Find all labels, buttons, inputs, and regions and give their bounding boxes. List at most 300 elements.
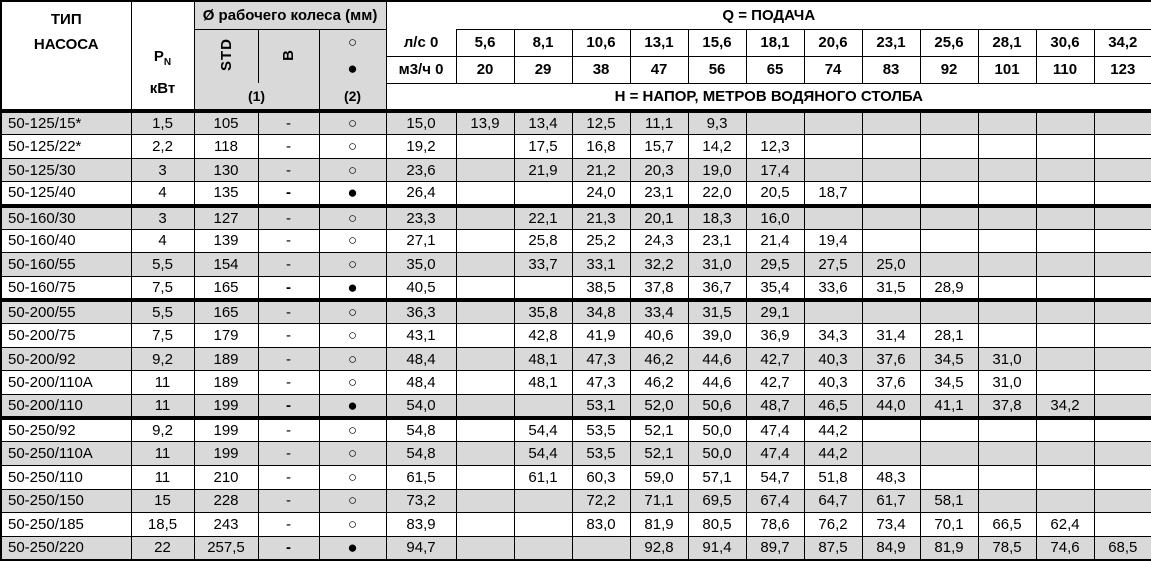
cell-head-value: 54,8 bbox=[386, 442, 456, 466]
cell-head-value bbox=[746, 111, 804, 135]
cell-impeller-b: - bbox=[258, 324, 319, 348]
cell-head-value: 38,5 bbox=[572, 276, 630, 300]
cell-impeller-b: - bbox=[258, 513, 319, 537]
cell-head-value: 61,5 bbox=[386, 465, 456, 489]
cell-head-value bbox=[920, 206, 978, 230]
cell-head-value bbox=[514, 536, 572, 560]
cell-head-value bbox=[920, 182, 978, 206]
header-pump-type-line1: ТИП bbox=[50, 11, 82, 28]
cell-impeller-b: - bbox=[258, 135, 319, 159]
cell-head-value: 54,4 bbox=[514, 442, 572, 466]
cell-head-value: 32,2 bbox=[630, 253, 688, 277]
cell-head-value: 48,7 bbox=[746, 395, 804, 419]
header-flow-ls-value: 15,6 bbox=[688, 29, 746, 56]
cell-head-value bbox=[456, 158, 514, 182]
cell-head-value bbox=[920, 135, 978, 159]
cell-head-value: 18,7 bbox=[804, 182, 862, 206]
cell-head-value: 13,9 bbox=[456, 111, 514, 135]
pump-row bbox=[1, 206, 1151, 230]
cell-head-value: 25,2 bbox=[572, 229, 630, 253]
cell-head-value bbox=[1036, 324, 1094, 348]
cell-head-value: 35,0 bbox=[386, 253, 456, 277]
header-flow-ls-value: 13,1 bbox=[630, 29, 688, 56]
cell-head-value: 66,5 bbox=[978, 513, 1036, 537]
cell-head-value: 29,1 bbox=[746, 300, 804, 324]
cell-head-value bbox=[1036, 206, 1094, 230]
cell-head-value: 64,7 bbox=[804, 489, 862, 513]
cell-head-value: 27,5 bbox=[804, 253, 862, 277]
cell-head-value: 48,3 bbox=[862, 465, 920, 489]
cell-head-value: 20,5 bbox=[746, 182, 804, 206]
cell-impeller-b: - bbox=[258, 465, 319, 489]
cell-pump-type: 50-200/55 bbox=[1, 300, 131, 324]
cell-power-kw: 11 bbox=[131, 395, 194, 419]
cell-head-value: 23,6 bbox=[386, 158, 456, 182]
cell-impeller-std: 165 bbox=[194, 276, 258, 300]
cell-head-value: 57,1 bbox=[688, 465, 746, 489]
header-flow-m3h-value: 29 bbox=[514, 56, 572, 83]
cell-pump-type: 50-160/30 bbox=[1, 206, 131, 230]
open-circle-icon: ○ bbox=[319, 489, 386, 513]
cell-impeller-b: - bbox=[258, 253, 319, 277]
cell-head-value: 41,1 bbox=[920, 395, 978, 419]
cell-head-value bbox=[862, 300, 920, 324]
pump-row bbox=[1, 489, 1151, 513]
cell-pump-type: 50-200/110A bbox=[1, 371, 131, 395]
cell-pump-type: 50-125/40 bbox=[1, 182, 131, 206]
cell-head-value bbox=[456, 465, 514, 489]
header-h-head: Н = НАПОР, МЕТРОВ ВОДЯНОГО СТОЛБА bbox=[386, 83, 1151, 111]
pump-row bbox=[1, 513, 1151, 537]
header-flow-ls-value: 28,1 bbox=[978, 29, 1036, 56]
cell-head-value bbox=[978, 300, 1036, 324]
cell-impeller-b: - bbox=[258, 206, 319, 230]
cell-head-value bbox=[456, 229, 514, 253]
cell-head-value: 37,8 bbox=[630, 276, 688, 300]
header-flow-m3h-label: м3/ч 0 bbox=[386, 56, 456, 83]
cell-head-value bbox=[978, 158, 1036, 182]
cell-head-value bbox=[978, 135, 1036, 159]
cell-head-value: 22,1 bbox=[514, 206, 572, 230]
cell-head-value: 59,0 bbox=[630, 465, 688, 489]
pump-row bbox=[1, 395, 1151, 419]
cell-head-value bbox=[1094, 158, 1151, 182]
cell-head-value bbox=[978, 182, 1036, 206]
cell-power-kw: 9,2 bbox=[131, 347, 194, 371]
cell-head-value: 50,6 bbox=[688, 395, 746, 419]
cell-head-value: 80,5 bbox=[688, 513, 746, 537]
cell-impeller-std: 118 bbox=[194, 135, 258, 159]
cell-head-value: 41,9 bbox=[572, 324, 630, 348]
cell-head-value: 92,8 bbox=[630, 536, 688, 560]
cell-head-value bbox=[1094, 111, 1151, 135]
cell-head-value bbox=[1036, 347, 1094, 371]
cell-impeller-std: 139 bbox=[194, 229, 258, 253]
cell-head-value: 21,2 bbox=[572, 158, 630, 182]
cell-pump-type: 50-250/110A bbox=[1, 442, 131, 466]
pump-row bbox=[1, 442, 1151, 466]
cell-power-kw: 11 bbox=[131, 442, 194, 466]
open-circle-icon: ○ bbox=[319, 513, 386, 537]
pump-row bbox=[1, 347, 1151, 371]
cell-head-value bbox=[862, 182, 920, 206]
cell-head-value bbox=[514, 395, 572, 419]
cell-head-value: 9,3 bbox=[688, 111, 746, 135]
cell-head-value: 34,5 bbox=[920, 371, 978, 395]
cell-head-value: 34,3 bbox=[804, 324, 862, 348]
cell-head-value: 42,7 bbox=[746, 371, 804, 395]
cell-head-value: 28,1 bbox=[920, 324, 978, 348]
open-circle-icon: ○ bbox=[319, 111, 386, 135]
cell-head-value: 25,8 bbox=[514, 229, 572, 253]
cell-head-value bbox=[1094, 418, 1151, 442]
pump-table-body bbox=[1, 111, 1151, 560]
cell-head-value: 83,0 bbox=[572, 513, 630, 537]
cell-head-value: 43,1 bbox=[386, 324, 456, 348]
pump-row bbox=[1, 300, 1151, 324]
cell-head-value bbox=[920, 111, 978, 135]
cell-impeller-b: - bbox=[258, 300, 319, 324]
cell-pump-type: 50-200/92 bbox=[1, 347, 131, 371]
cell-head-value bbox=[514, 513, 572, 537]
cell-head-value bbox=[978, 489, 1036, 513]
pump-row bbox=[1, 229, 1151, 253]
cell-head-value: 44,6 bbox=[688, 371, 746, 395]
cell-power-kw: 1,5 bbox=[131, 111, 194, 135]
cell-head-value bbox=[920, 418, 978, 442]
cell-power-kw: 11 bbox=[131, 371, 194, 395]
header-pump-type-line2: НАСОСА bbox=[33, 36, 99, 53]
cell-head-value bbox=[978, 276, 1036, 300]
cell-head-value bbox=[456, 489, 514, 513]
cell-head-value: 34,5 bbox=[920, 347, 978, 371]
header-flow-ls-value: 8,1 bbox=[514, 29, 572, 56]
cell-head-value: 33,6 bbox=[804, 276, 862, 300]
cell-head-value bbox=[1094, 324, 1151, 348]
header-flow-m3h-value: 83 bbox=[862, 56, 920, 83]
cell-power-kw: 4 bbox=[131, 229, 194, 253]
header-flow-ls-label: л/с 0 bbox=[386, 29, 456, 56]
filled-circle-icon: ● bbox=[319, 395, 386, 419]
header-flow-m3h-value: 74 bbox=[804, 56, 862, 83]
cell-head-value: 22,0 bbox=[688, 182, 746, 206]
header-flow-ls-value: 20,6 bbox=[804, 29, 862, 56]
cell-impeller-std: 105 bbox=[194, 111, 258, 135]
cell-head-value: 53,1 bbox=[572, 395, 630, 419]
pump-row bbox=[1, 158, 1151, 182]
cell-power-kw: 2,2 bbox=[131, 135, 194, 159]
cell-power-kw: 9,2 bbox=[131, 418, 194, 442]
cell-head-value bbox=[804, 111, 862, 135]
cell-head-value bbox=[804, 206, 862, 230]
cell-impeller-b: - bbox=[258, 395, 319, 419]
cell-head-value bbox=[456, 536, 514, 560]
header-impeller-diameter: Ø рабочего колеса (мм) bbox=[194, 1, 386, 29]
cell-pump-type: 50-250/185 bbox=[1, 513, 131, 537]
cell-head-value: 48,1 bbox=[514, 347, 572, 371]
cell-impeller-b: - bbox=[258, 229, 319, 253]
cell-head-value: 28,9 bbox=[920, 276, 978, 300]
cell-head-value: 47,4 bbox=[746, 418, 804, 442]
cell-head-value bbox=[1094, 513, 1151, 537]
cell-pump-type: 50-250/150 bbox=[1, 489, 131, 513]
cell-head-value: 13,4 bbox=[514, 111, 572, 135]
cell-head-value: 53,5 bbox=[572, 442, 630, 466]
cell-head-value: 31,5 bbox=[688, 300, 746, 324]
pump-row bbox=[1, 135, 1151, 159]
cell-head-value: 35,4 bbox=[746, 276, 804, 300]
header-flow-m3h-value: 110 bbox=[1036, 56, 1094, 83]
cell-head-value: 18,3 bbox=[688, 206, 746, 230]
cell-head-value: 40,3 bbox=[804, 371, 862, 395]
cell-power-kw: 4 bbox=[131, 182, 194, 206]
cell-head-value bbox=[862, 229, 920, 253]
cell-head-value: 21,9 bbox=[514, 158, 572, 182]
cell-head-value: 35,8 bbox=[514, 300, 572, 324]
cell-head-value: 50,0 bbox=[688, 442, 746, 466]
cell-head-value: 47,3 bbox=[572, 347, 630, 371]
cell-head-value bbox=[1036, 418, 1094, 442]
cell-head-value: 23,1 bbox=[630, 182, 688, 206]
cell-head-value: 78,6 bbox=[746, 513, 804, 537]
cell-head-value: 17,5 bbox=[514, 135, 572, 159]
cell-head-value bbox=[978, 111, 1036, 135]
cell-impeller-b: - bbox=[258, 418, 319, 442]
cell-head-value: 31,4 bbox=[862, 324, 920, 348]
cell-head-value bbox=[1094, 395, 1151, 419]
header-flow-ls-value: 25,6 bbox=[920, 29, 978, 56]
cell-head-value: 62,4 bbox=[1036, 513, 1094, 537]
cell-head-value: 73,2 bbox=[386, 489, 456, 513]
cell-head-value: 68,5 bbox=[1094, 536, 1151, 560]
pump-row bbox=[1, 324, 1151, 348]
cell-impeller-std: 130 bbox=[194, 158, 258, 182]
cell-head-value: 33,7 bbox=[514, 253, 572, 277]
cell-head-value bbox=[1094, 182, 1151, 206]
cell-head-value: 84,9 bbox=[862, 536, 920, 560]
pump-row bbox=[1, 418, 1151, 442]
cell-head-value: 44,2 bbox=[804, 418, 862, 442]
cell-impeller-b: - bbox=[258, 347, 319, 371]
cell-impeller-std: 189 bbox=[194, 347, 258, 371]
pump-row bbox=[1, 371, 1151, 395]
open-circle-icon: ○ bbox=[319, 206, 386, 230]
cell-head-value: 24,0 bbox=[572, 182, 630, 206]
cell-head-value: 37,6 bbox=[862, 347, 920, 371]
cell-head-value: 46,2 bbox=[630, 371, 688, 395]
cell-head-value: 44,2 bbox=[804, 442, 862, 466]
cell-head-value: 20,1 bbox=[630, 206, 688, 230]
cell-head-value: 33,1 bbox=[572, 253, 630, 277]
cell-head-value bbox=[978, 324, 1036, 348]
cell-head-value: 78,5 bbox=[978, 536, 1036, 560]
cell-impeller-std: 165 bbox=[194, 300, 258, 324]
cell-impeller-std: 127 bbox=[194, 206, 258, 230]
cell-power-kw: 15 bbox=[131, 489, 194, 513]
header-flow-ls-value: 5,6 bbox=[456, 29, 514, 56]
header-impeller-b: В bbox=[258, 29, 319, 83]
cell-head-value bbox=[456, 442, 514, 466]
cell-impeller-std: 179 bbox=[194, 324, 258, 348]
header-flow-m3h-value: 47 bbox=[630, 56, 688, 83]
cell-head-value: 61,1 bbox=[514, 465, 572, 489]
cell-power-kw: 7,5 bbox=[131, 324, 194, 348]
open-circle-icon: ○ bbox=[319, 371, 386, 395]
cell-impeller-std: 228 bbox=[194, 489, 258, 513]
cell-power-kw: 11 bbox=[131, 465, 194, 489]
cell-head-value bbox=[978, 418, 1036, 442]
cell-head-value bbox=[1036, 253, 1094, 277]
cell-impeller-std: 154 bbox=[194, 253, 258, 277]
cell-head-value: 48,4 bbox=[386, 347, 456, 371]
cell-head-value bbox=[862, 158, 920, 182]
cell-head-value: 15,0 bbox=[386, 111, 456, 135]
cell-head-value bbox=[1036, 111, 1094, 135]
filled-circle-icon: ● bbox=[347, 59, 358, 79]
cell-head-value bbox=[1094, 465, 1151, 489]
cell-head-value bbox=[862, 206, 920, 230]
cell-head-value bbox=[1094, 489, 1151, 513]
cell-head-value: 42,8 bbox=[514, 324, 572, 348]
cell-head-value: 60,3 bbox=[572, 465, 630, 489]
cell-head-value bbox=[1036, 276, 1094, 300]
cell-head-value: 14,2 bbox=[688, 135, 746, 159]
cell-head-value: 34,8 bbox=[572, 300, 630, 324]
cell-head-value bbox=[978, 229, 1036, 253]
cell-head-value bbox=[920, 300, 978, 324]
cell-head-value: 39,0 bbox=[688, 324, 746, 348]
cell-head-value: 31,5 bbox=[862, 276, 920, 300]
cell-impeller-std: 210 bbox=[194, 465, 258, 489]
cell-head-value: 73,4 bbox=[862, 513, 920, 537]
cell-head-value: 94,7 bbox=[386, 536, 456, 560]
header-power-unit: кВт bbox=[149, 80, 176, 97]
open-circle-icon: ○ bbox=[319, 465, 386, 489]
cell-head-value: 76,2 bbox=[804, 513, 862, 537]
cell-head-value bbox=[456, 253, 514, 277]
cell-head-value: 51,8 bbox=[804, 465, 862, 489]
open-circle-icon: ○ bbox=[319, 229, 386, 253]
cell-head-value bbox=[1094, 300, 1151, 324]
cell-head-value: 19,4 bbox=[804, 229, 862, 253]
cell-head-value bbox=[920, 253, 978, 277]
cell-head-value: 26,4 bbox=[386, 182, 456, 206]
cell-head-value: 54,0 bbox=[386, 395, 456, 419]
open-circle-icon: ○ bbox=[319, 253, 386, 277]
cell-head-value: 91,4 bbox=[688, 536, 746, 560]
cell-pump-type: 50-250/92 bbox=[1, 418, 131, 442]
cell-head-value bbox=[978, 442, 1036, 466]
cell-head-value bbox=[514, 489, 572, 513]
cell-impeller-std: 257,5 bbox=[194, 536, 258, 560]
header-note-1: (1) bbox=[194, 83, 319, 111]
cell-pump-type: 50-125/30 bbox=[1, 158, 131, 182]
cell-head-value: 19,0 bbox=[688, 158, 746, 182]
header-flow-ls-value: 10,6 bbox=[572, 29, 630, 56]
cell-head-value bbox=[1094, 135, 1151, 159]
header-note-2: (2) bbox=[319, 83, 386, 111]
cell-head-value: 46,5 bbox=[804, 395, 862, 419]
cell-head-value: 67,4 bbox=[746, 489, 804, 513]
cell-head-value: 23,1 bbox=[688, 229, 746, 253]
cell-impeller-std: 189 bbox=[194, 371, 258, 395]
header-flow-m3h-value: 38 bbox=[572, 56, 630, 83]
header-impeller-markers bbox=[319, 29, 386, 83]
cell-head-value: 36,3 bbox=[386, 300, 456, 324]
cell-head-value bbox=[804, 300, 862, 324]
cell-head-value: 44,6 bbox=[688, 347, 746, 371]
cell-head-value bbox=[862, 111, 920, 135]
cell-impeller-b: - bbox=[258, 182, 319, 206]
cell-impeller-b: - bbox=[258, 442, 319, 466]
cell-head-value: 34,2 bbox=[1036, 395, 1094, 419]
cell-head-value bbox=[456, 135, 514, 159]
cell-head-value: 16,0 bbox=[746, 206, 804, 230]
cell-head-value: 54,4 bbox=[514, 418, 572, 442]
cell-power-kw: 7,5 bbox=[131, 276, 194, 300]
pump-row bbox=[1, 111, 1151, 135]
filled-circle-icon: ● bbox=[319, 536, 386, 560]
cell-pump-type: 50-160/75 bbox=[1, 276, 131, 300]
cell-head-value: 31,0 bbox=[978, 347, 1036, 371]
open-circle-icon: ○ bbox=[319, 324, 386, 348]
cell-head-value bbox=[1036, 442, 1094, 466]
cell-head-value bbox=[1094, 371, 1151, 395]
cell-power-kw: 22 bbox=[131, 536, 194, 560]
cell-head-value bbox=[920, 465, 978, 489]
cell-head-value bbox=[1036, 489, 1094, 513]
header-impeller-std: STD bbox=[194, 29, 258, 83]
pump-row bbox=[1, 182, 1151, 206]
cell-head-value: 21,4 bbox=[746, 229, 804, 253]
cell-head-value: 52,1 bbox=[630, 418, 688, 442]
header-power bbox=[131, 1, 194, 111]
cell-head-value: 31,0 bbox=[688, 253, 746, 277]
cell-head-value: 36,7 bbox=[688, 276, 746, 300]
cell-head-value: 54,8 bbox=[386, 418, 456, 442]
cell-head-value bbox=[1036, 158, 1094, 182]
header-flow-ls-value: 30,6 bbox=[1036, 29, 1094, 56]
cell-head-value: 11,1 bbox=[630, 111, 688, 135]
cell-impeller-b: - bbox=[258, 158, 319, 182]
cell-head-value: 40,6 bbox=[630, 324, 688, 348]
cell-head-value bbox=[456, 276, 514, 300]
cell-head-value bbox=[1094, 253, 1151, 277]
cell-head-value: 74,6 bbox=[1036, 536, 1094, 560]
cell-power-kw: 3 bbox=[131, 158, 194, 182]
cell-head-value: 17,4 bbox=[746, 158, 804, 182]
cell-head-value bbox=[456, 418, 514, 442]
cell-head-value: 47,4 bbox=[746, 442, 804, 466]
cell-head-value bbox=[978, 206, 1036, 230]
cell-head-value bbox=[456, 395, 514, 419]
header-q-flow: Q = ПОДАЧА bbox=[386, 1, 1151, 29]
cell-head-value: 40,5 bbox=[386, 276, 456, 300]
cell-head-value bbox=[862, 135, 920, 159]
pump-row bbox=[1, 465, 1151, 489]
cell-head-value: 50,0 bbox=[688, 418, 746, 442]
open-circle-icon: ○ bbox=[319, 347, 386, 371]
cell-impeller-b: - bbox=[258, 111, 319, 135]
cell-head-value: 48,4 bbox=[386, 371, 456, 395]
cell-head-value: 16,8 bbox=[572, 135, 630, 159]
cell-head-value: 23,3 bbox=[386, 206, 456, 230]
header-flow-ls-value: 18,1 bbox=[746, 29, 804, 56]
cell-head-value bbox=[1094, 442, 1151, 466]
filled-circle-icon: ● bbox=[319, 182, 386, 206]
filled-circle-icon: ● bbox=[319, 276, 386, 300]
header-flow-m3h-value: 101 bbox=[978, 56, 1036, 83]
